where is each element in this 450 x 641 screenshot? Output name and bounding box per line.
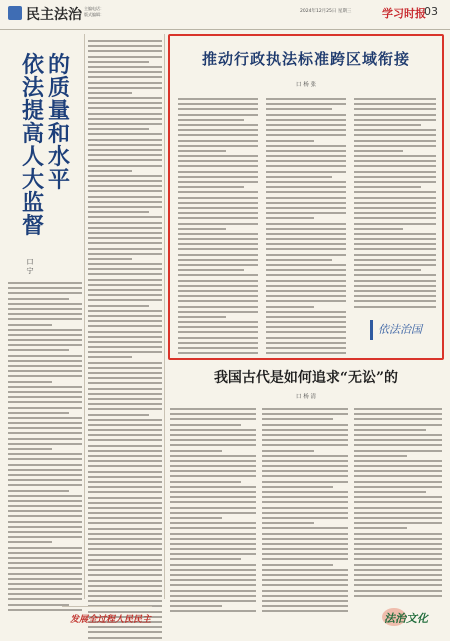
editor-line-1: 主编电话： [84, 6, 104, 11]
second-article-body-col2 [262, 408, 348, 616]
bottom-right-banner-text: 法治文化 [384, 612, 428, 625]
issue-date: 2024年12月25日 星期三 [300, 9, 352, 14]
bottom-left-banner [62, 606, 152, 630]
title-char: 法 [21, 75, 44, 101]
title-char: 和 [47, 121, 70, 147]
feature-article-box [168, 34, 444, 360]
title-char: 平 [47, 167, 70, 193]
section-title: 民主法治 [26, 7, 82, 23]
title-char: 质 [47, 75, 70, 101]
section-badge-icon [8, 6, 22, 20]
title-char: 大 [21, 167, 44, 193]
feature-body-col3 [354, 98, 436, 311]
title-char: 的 [47, 52, 70, 78]
bottom-right-banner [382, 606, 442, 632]
second-article-author: 口 杨 清 [296, 394, 316, 400]
left-article-body-col1 [8, 282, 82, 614]
page-number: 03 [424, 5, 438, 18]
title-char: 提 [21, 98, 44, 124]
feature-body-col2 [266, 98, 346, 357]
title-char: 高 [21, 121, 44, 147]
title-char: 量 [47, 98, 70, 124]
feature-article-title: 推动行政执法标准跨区域衔接 [201, 50, 410, 68]
author-char: 宁 [26, 267, 34, 275]
title-char: 监 [21, 190, 44, 216]
title-char: 督 [21, 213, 44, 239]
second-article-title: 我国古代是如何追求“无讼”的 [213, 370, 399, 386]
column-divider [84, 34, 85, 599]
newspaper-masthead: 学习时报 [382, 7, 426, 20]
author-char: 口 [26, 258, 34, 266]
feature-body-col1 [178, 98, 258, 357]
second-article-body-col3 [354, 408, 442, 600]
left-article-title-col2 [46, 54, 72, 192]
left-article-title [20, 54, 46, 238]
left-article-body-col2 [88, 40, 162, 641]
feature-article-author: 口 杨 张 [296, 82, 316, 88]
title-char: 人 [21, 144, 44, 170]
page-header [0, 0, 450, 30]
editor-info [84, 6, 174, 18]
editor-line-2: 版式编辑： [84, 12, 104, 17]
title-char: 水 [47, 144, 70, 170]
title-char: 依 [21, 52, 44, 78]
bottom-left-banner-text: 发展全过程人民民主 [70, 615, 152, 625]
left-article-author [24, 258, 36, 276]
second-article-body-col1 [170, 408, 256, 616]
column-divider [164, 34, 165, 599]
rule-of-law-column-logo: 依法治国 [370, 320, 434, 340]
